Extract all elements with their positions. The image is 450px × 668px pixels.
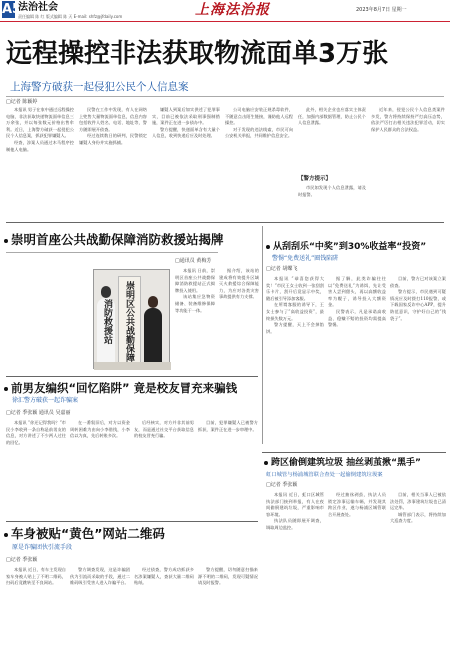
section-divider-2 bbox=[6, 376, 258, 377]
bullet-icon bbox=[4, 387, 8, 391]
fire-headline bbox=[4, 232, 224, 248]
friend-column-2: 在一番叙旧后，对方以资金周转困难为由向小李借钱，小李信以为真，先后转账多次。 bbox=[70, 420, 130, 439]
waste-column-3: 目前，相关当事人已被依法处罚，涉事建筑垃圾也已清运完毕。 城管部门表示，将持续加大巡查力度。 bbox=[390, 492, 446, 524]
car-column-4: 警方提醒，切勿随意扫描来源不明的二维码，发现可疑情况请及时报警。 bbox=[198, 567, 258, 586]
section-title: 法治社会 bbox=[18, 2, 58, 13]
lead-rule bbox=[6, 96, 444, 97]
issue-date: 2023年8月7日 星期一 bbox=[356, 7, 407, 13]
friend-headline bbox=[4, 380, 237, 396]
fraud-headline bbox=[266, 241, 426, 253]
lead-column-2: 民警在工作中发现，有人在网络上兜售大量物流面单信息，信息内容包括收件人姓名、电话、地址等，警方随即展开侦查。 经过连续数日的研判，民警锁定嫌疑人身份并实施抓捕。 bbox=[79, 107, 147, 145]
bullet-icon bbox=[266, 245, 270, 249]
waste-column-2: 经过抽丝剥茧，执法人员锁定涉事运输车辆，并发现其跨区作业，遂与杨浦区城管联合开展查处。 bbox=[328, 492, 386, 517]
section-divider-1 bbox=[6, 222, 444, 223]
masthead-divider bbox=[0, 21, 450, 22]
fire-column-1: 本报讯 日前，崇明区首座公共战勤保障消防救援站正式揭牌投入使用。 该站集应急物资储备、装备维修保障等功能于一体。 bbox=[175, 268, 215, 313]
person-head bbox=[101, 286, 111, 298]
car-column-3: 经过侦查，警方成功抓获多名涉案嫌疑人，查获大量二维码贴纸。 bbox=[134, 567, 194, 586]
fraud-column-3: 目前，警方已对该案立案侦查。 警方提示，市民遇到可疑情况应及时拨打110报警，或下载国家反诈中心APP，提升防范意识，守护好自己的“钱袋子”。 bbox=[390, 276, 446, 321]
fire-station-photo bbox=[93, 269, 170, 369]
lead-byline: □记者 陈颖婷 bbox=[6, 99, 38, 105]
car-headline-text: 车身被贴“黄色”网站二维码 bbox=[11, 526, 165, 541]
fire-rule bbox=[6, 252, 218, 253]
fire-byline: □通讯员 黄梅芳 bbox=[175, 258, 212, 264]
waste-column-1: 本报讯 近日，虹口区城管执法部门接到举报，有人在夜间偷倒建筑垃圾，严重影响市容环境。 执法队员随即展开调查，调取周边监控。 bbox=[266, 492, 324, 530]
lead-column-5b: 市民如发现个人信息泄露，请及时报警。 bbox=[298, 185, 366, 197]
friend-subhead: 徐汇警方破获一起诈骗案 bbox=[12, 397, 79, 404]
car-headline bbox=[4, 526, 165, 542]
fraud-headline-text: 从刮刮乐“中奖”到30%收益率“投资” bbox=[273, 242, 427, 252]
waste-subhead: 虹口城管与杨浦城管联合查处一起偷倒建筑垃圾案 bbox=[266, 472, 383, 478]
fraud-subhead: 警惕“免费送礼”圈钱陷阱 bbox=[272, 255, 339, 262]
newspaper-logo: 上海法治报 bbox=[195, 2, 270, 18]
waste-headline-text: 跨区偷倒建筑垃圾 抽丝剥茧揪“黑手” bbox=[271, 458, 421, 468]
bullet-icon bbox=[4, 239, 8, 243]
fire-column-2: 据介绍，该站的建成将有效提升区域灭火救援综合保障能力，为应对各类灾害事故提供有力支撑。 bbox=[219, 268, 259, 300]
friend-column-4: 目前，犯罪嫌疑人已被警方抓获，案件正在进一步审理中。 bbox=[198, 420, 258, 432]
lead-column-3: 嫌疑人到案后如实供述了犯罪事实，目前已被依法采取刑事强制措施，案件正在进一步侦办中。 警方提醒，快递面单含有大量个人信息，收到快递后应及时处理。 bbox=[152, 107, 220, 139]
column-divider bbox=[262, 226, 263, 444]
station-banner: 崇明区公共战勤保障消防救援站 bbox=[118, 276, 141, 366]
friend-column-1: 本报讯 “你还记得我吗？”市民小李收到一条自称是前男友的信息，对方讲述了不少两人过往的回忆。 bbox=[6, 420, 66, 445]
person-head bbox=[148, 296, 158, 308]
friend-column-3: 后经核实，对方并非其前男友，而是通过社交平台获取信息的校友冒充行骗。 bbox=[134, 420, 194, 439]
car-column-1: 本报讯 近日，有车主发现自家车身被人贴上了不明二维码，扫码后竟跳转至不良网站。 bbox=[6, 567, 66, 586]
section-divider-4 bbox=[262, 452, 446, 453]
bullet-icon bbox=[264, 461, 268, 465]
section-divider-3 bbox=[6, 521, 258, 522]
editor-info: 责任编辑 陈 红 版式编辑 陈 天 E-mail: shfz@jfdaily.com bbox=[18, 14, 123, 19]
waste-headline bbox=[264, 457, 421, 469]
bullet-icon bbox=[4, 533, 8, 537]
friend-headline-text: 前男友编织“回忆陷阱” 竟是校友冒充来骗钱 bbox=[11, 381, 238, 395]
lead-column-5: 此外，相关企业也应落实主体责任，加强内部数据管理，防止公民个人信息泄露。 bbox=[298, 107, 366, 126]
fraud-byline: □记者 胡蝶飞 bbox=[266, 266, 298, 272]
lead-headline: 远程操控非法获取物流面单3万张 bbox=[6, 39, 389, 69]
lead-column-1: 本报讯 男子在家中通过远程操控电脑，非法获取快递物流面单信息三万余张，并以每张数元价格出售牟利。近日，上海警方破获一起侵犯公民个人信息案，抓获犯罪嫌疑人。 经查，涉案人员通过木马程序控制他人电脑。 bbox=[6, 107, 74, 152]
car-column-2: 警方调查发现，这是诈骗团伙为引流而采取的手段，通过二维码吸引受害人进入诈骗平台。 bbox=[70, 567, 130, 586]
car-byline: □记者 季张颖 bbox=[6, 557, 38, 563]
friend-byline: □记者 季张颖 通讯员 吴嘉丽 bbox=[6, 410, 71, 416]
fraud-column-2: 据了解，此类诈骗往往以“免费送礼”为诱饵，先让受害人尝到甜头，再以高额收益率为幌子，诱导投入大额资金。 民警表示，凡是承诺高收益、稳赚不赔的投资均需提高警惕。 bbox=[328, 276, 386, 328]
fraud-column-1: 本报讯 “恭喜您获得大奖！”市民王女士收到一张刮刮乐卡片，刮开后竟显示中奖，随后被引导添加客服。 在所谓客服的诱导下，王女士参与了“高收益投资”，最终损失数万元。 警方提醒，天上不会掉馅饼。 bbox=[266, 276, 324, 334]
lead-column-6: 近年来，侵犯公民个人信息类案件多发，警方将持续保持严打高压态势，依法严厉打击相关违法犯罪活动，切实保护人民群众的合法权益。 bbox=[371, 107, 445, 132]
lead-column-4: 公司电脑应安装正规杀毒软件，不随意点击陌生链接，谨防他人远程操控。 对于发现的违法线索，市民可向公安机关举报，共同维护信息安全。 bbox=[225, 107, 293, 139]
police-tip-label: 【警方提示】 bbox=[298, 176, 332, 182]
person-figure bbox=[144, 308, 162, 370]
lead-subhead: 上海警方破获一起侵犯公民个人信息案 bbox=[10, 81, 189, 93]
waste-byline: □记者 季张颖 bbox=[266, 482, 298, 488]
car-subhead: 原是诈骗团伙引流手段 bbox=[12, 544, 73, 551]
floor bbox=[94, 362, 171, 370]
page-number: A5 bbox=[2, 2, 22, 17]
fire-headline-text: 崇明首座公共战勤保障消防救援站揭牌 bbox=[11, 232, 224, 247]
